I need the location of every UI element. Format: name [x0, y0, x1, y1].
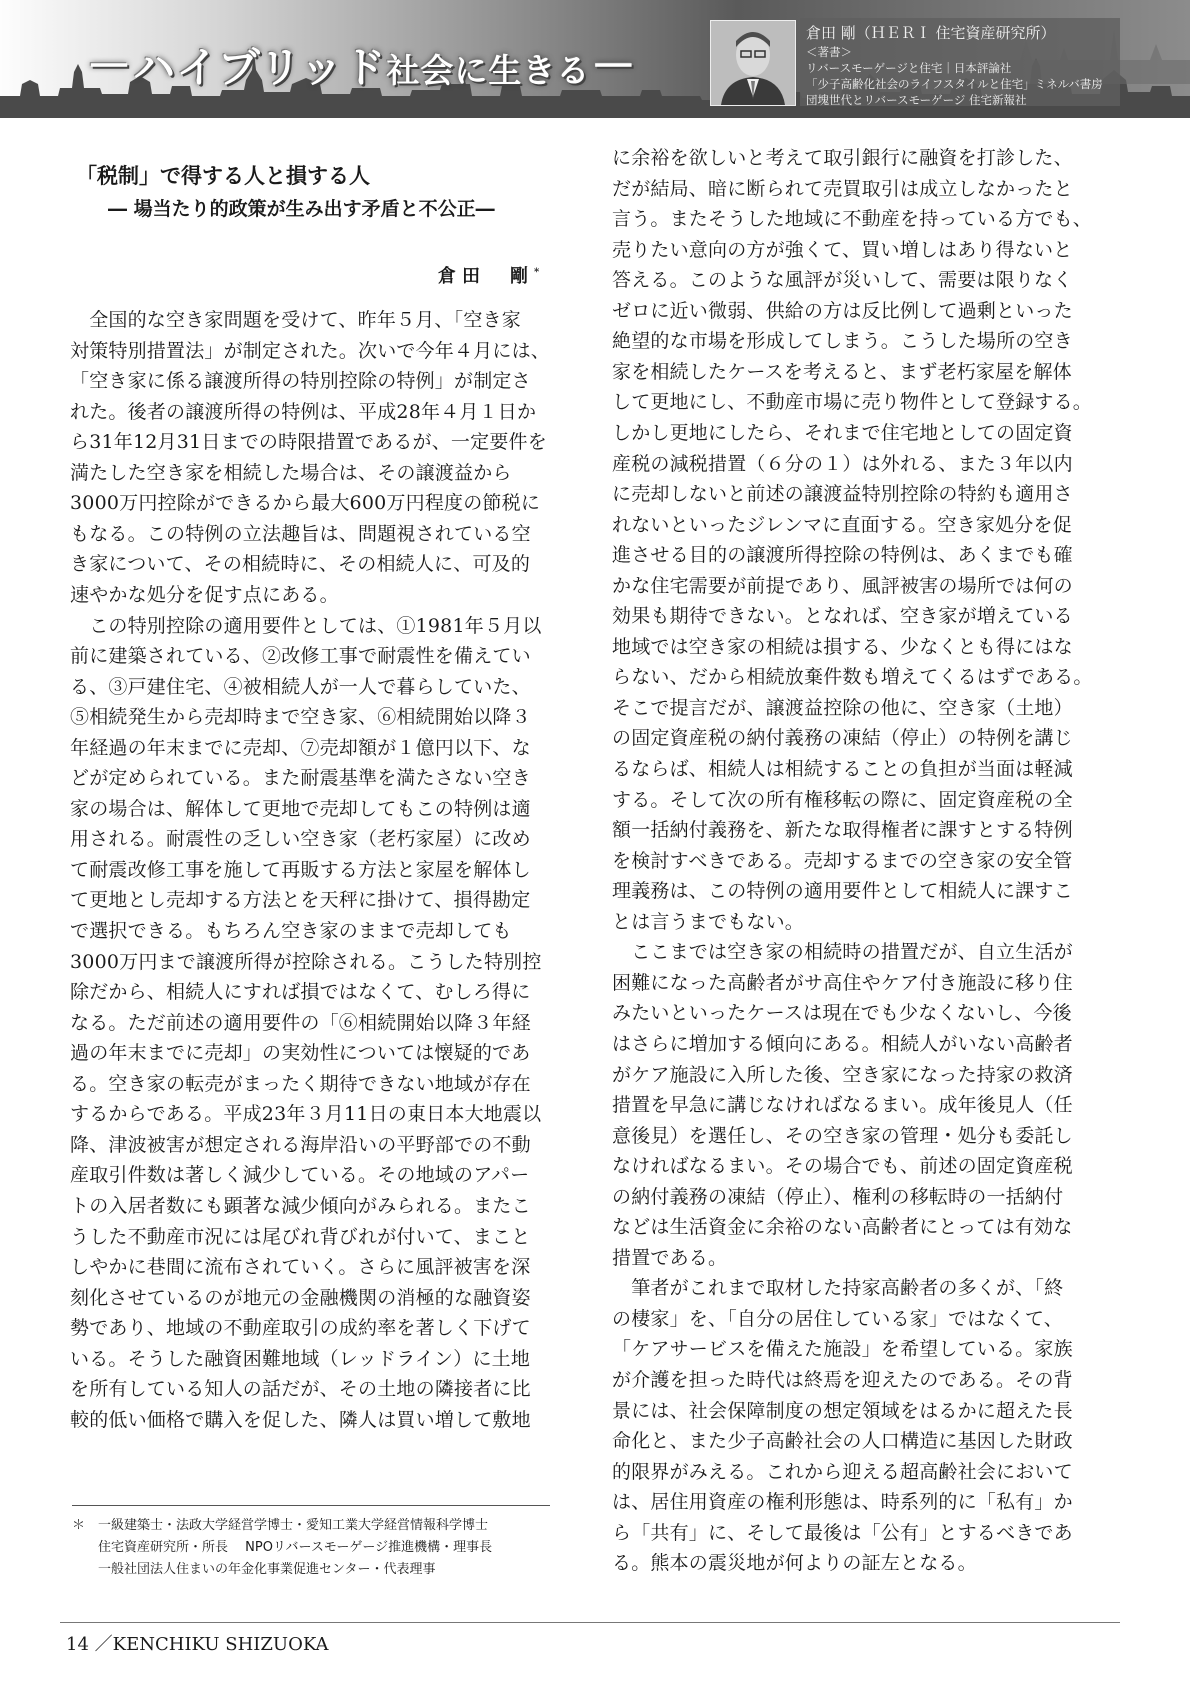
body-text-line: 産取引件数は著しく減少している。その地域のアパー — [70, 1164, 530, 1187]
body-text-line: 売りたい意向の方が強くて、買い増しはあり得ないと — [612, 238, 1073, 261]
body-text-line: しかし更地にしたら、それまで住宅地としての固定資 — [612, 421, 1073, 444]
body-text-line: トの入居者数にも顕著な減少傾向がみられる。またこ — [70, 1194, 531, 1217]
body-text-line: らない、だから相続放棄件数も増えてくるはずである。 — [612, 666, 1093, 689]
body-text-line: 降、津波被害が想定される海岸沿いの平野部での不動 — [70, 1133, 531, 1156]
body-text-line: ⑤相続発生から売却時まで空き家、⑥相続開始以降３ — [70, 706, 531, 729]
footnote-divider — [72, 1505, 550, 1506]
body-text-line: を所有している知人の話だが、その土地の隣接者に比 — [70, 1378, 531, 1401]
body-text-line: 的限界がみえる。これから迎える超高齢社会において — [612, 1460, 1073, 1483]
footnote-line: 一般社団法人住まいの年金化事業促進センター・代表理事 — [72, 1562, 436, 1577]
series-title-dash: － — [86, 39, 133, 93]
body-text-line: しやかに巷間に流布されていく。さらに風評被害を深 — [70, 1256, 531, 1279]
body-text-line: 3000万円まで譲渡所得が控除される。こうした特別控 — [70, 950, 542, 973]
body-text-line: るならば、相続人は相続することの負担が当面は軽減 — [612, 758, 1073, 780]
footnote-line: 住宅資産研究所・所長 NPOリバースモーゲージ推進機構・理事長 — [72, 1540, 493, 1555]
body-text-line: 「空き家に係る譲渡所得の特別控除の特例」が制定さ — [70, 370, 531, 393]
author-byline — [438, 262, 539, 288]
body-text-line: もなる。この特例の立法趣旨は、問題視されている空 — [70, 522, 531, 545]
body-text-line: だが結局、暗に断られて売買取引は成立しなかったと — [612, 177, 1073, 200]
body-text-line: ら31年12月31日までの時限措置であるが、一定要件を — [70, 431, 547, 454]
body-text-line: れないといったジレンマに直面する。空き家処分を促 — [612, 513, 1072, 536]
body-text-line: そこで提言だが、譲渡益控除の他に、空き家（土地） — [612, 696, 1073, 719]
body-text-line: 刻化させているのが地元の金融機関の消極的な融資姿 — [70, 1286, 531, 1309]
body-text-line: 勢であり、地域の不動産取引の成約率を著しく下げて — [70, 1317, 531, 1340]
body-text-line: がケア施設に入所した後、空き家になった持家の救済 — [612, 1063, 1073, 1086]
body-text-line: る、③戸建住宅、④被相続人が一人で暮らしていた、 — [70, 675, 531, 698]
body-text-line: 産税の減税措置（６分の１）は外れる、また３年以内 — [612, 452, 1073, 475]
body-text-line: の納付義務の凍結（停止）、権利の移転時の一括納付 — [612, 1185, 1064, 1208]
body-text-line: はさらに増加する傾向にある。相続人がいない高齢者 — [612, 1032, 1073, 1055]
body-text-line: き家について、その相続時に、その相続人に、可及的 — [70, 553, 531, 576]
body-text-line: 除だから、相続人にすれば損ではなくて、むしろ得に — [70, 981, 531, 1004]
body-text-line: 理義務は、この特例の適用要件として相続人に課すこ — [612, 880, 1073, 903]
author-footnote-mark: * — [534, 267, 540, 278]
body-text-line: 全国的な空き家問題を受けて、昨年５月、「空き家 — [70, 309, 521, 331]
body-text-line: この特別控除の適用要件としては、①1981年５月以 — [70, 614, 542, 637]
body-text-line: の棲家」を、「自分の居住している家」ではなくて、 — [612, 1307, 1063, 1330]
body-text-line: は、居住用資産の権利形態は、時系列的に「私有」か — [612, 1491, 1073, 1514]
body-text-line: いる。そうした融資困難地域（レッドライン）に土地 — [70, 1347, 531, 1370]
body-text-line: 「ケアサービスを備えた施設」を希望している。家族 — [612, 1338, 1073, 1361]
body-text-line: る。空き家の転売がまったく期待できない地域が存在 — [70, 1072, 531, 1095]
body-text-line: 年経過の年末までに売却、⑦売却額が１億円以下、な — [70, 736, 531, 759]
body-text-line: 答える。このような風評が災いして、需要は限りなく — [612, 269, 1073, 292]
body-text-line: 過の年末までに売却」の実効性については懐疑的であ — [70, 1042, 531, 1065]
body-text-line: が介護を担った時代は終焉を迎えたのである。その背 — [612, 1369, 1073, 1391]
author-profile-book: リバースモーゲージと住宅｜日本評論社 — [806, 61, 1012, 75]
series-title-dash: － — [590, 39, 638, 93]
article-subtitle: ― 場当たり的政策が生み出す矛盾と不公正― — [108, 198, 495, 220]
body-text-line: る。熊本の震災地が何よりの証左となる。 — [612, 1552, 977, 1575]
body-text-line: 措置である。 — [612, 1246, 728, 1269]
body-text-line: に売却しないと前述の譲渡益特別控除の特約も適用さ — [612, 483, 1073, 506]
body-text-line: などは生活資金に余裕のない高齢者にとっては有効な — [612, 1216, 1073, 1239]
body-text-line: 言う。またそうした地域に不動産を持っている方でも、 — [612, 208, 1093, 231]
body-text-line: 命化と、また少子高齢社会の人口構造に基因した財政 — [612, 1430, 1073, 1453]
author-profile-box — [800, 18, 1120, 106]
article-title: 「税制」で得する人と損する人 — [76, 164, 370, 188]
body-text-line: て耐震改修工事を施して再販する方法と家屋を解体し — [70, 858, 531, 881]
body-text-line: ここまでは空き家の相続時の措置だが、自立生活が — [612, 941, 1073, 964]
body-text-line: ゼロに近い微弱、供給の方は反比例して過剰といった — [612, 299, 1073, 322]
body-text-line: 筆者がこれまで取材した持家高齢者の多くが、「終 — [612, 1277, 1064, 1300]
body-text-line: て更地とし売却する方法とを天秤に掛けて、損得勘定 — [70, 889, 531, 912]
body-text-line: 前に建築されている、②改修工事で耐震性を備えてい — [70, 645, 531, 668]
body-text-line: みたいといったケースは現在でも少なくないし、今後 — [612, 1002, 1072, 1025]
footnote-line: ＊ 一級建築士・法政大学経営学博士・愛知工業大学経営情報科学博士 — [72, 1518, 489, 1533]
footer-divider — [60, 1622, 1120, 1623]
author-profile-book: 「少子高齢化社会のライフスタイルと住宅」ミネルバ書房 — [806, 77, 1103, 91]
body-text-line: なければなるまい。その場合でも、前述の固定資産税 — [612, 1155, 1073, 1178]
body-text-line: を検討すべきである。売却するまでの空き家の安全管 — [612, 849, 1073, 872]
series-title-main: ハイブリッド — [133, 43, 387, 92]
body-text-line: うした不動産市況には尾びれ背びれが付いて、まこと — [70, 1225, 531, 1248]
page-number: 14 — [66, 1634, 89, 1655]
author-profile-name: 倉田 剛（ＨＥＲＩ 住宅資産研究所） — [806, 24, 1056, 42]
body-text-line: 額一括納付義務を、新たな取得権者に課すとする特例 — [612, 819, 1073, 842]
body-text-line: の固定資産税の納付義務の凍結（停止）の特例を講じ — [612, 727, 1073, 750]
body-text-line: ら「共有」に、そして最後は「公有」とするべきであ — [612, 1521, 1073, 1544]
series-banner — [0, 0, 1190, 118]
author-photo — [710, 20, 796, 106]
body-text-line: で選択できる。もちろん空き家のままで売却しても — [70, 920, 512, 942]
body-text-line: する。そして次の所有権移転の際に、固定資産税の全 — [612, 788, 1073, 811]
author-profile-book: 団塊世代とリバースモーゲージ 住宅新報社 — [806, 93, 1027, 107]
body-text-line: 対策特別措置法」が制定された。次いで今年４月には、 — [70, 339, 551, 362]
body-text-line: 用される。耐震性の乏しい空き家（老朽家屋）に改め — [70, 828, 531, 851]
body-text-line: 満たした空き家を相続した場合は、その譲渡益から — [70, 461, 512, 484]
body-text-line: どが定められている。また耐震基準を満たさない空き — [70, 767, 531, 790]
body-text-line: 景には、社会保障制度の想定領域をはるかに超えた長 — [612, 1399, 1073, 1422]
author-byline-name: 倉田 剛 — [438, 266, 534, 287]
body-text-line: れた。後者の譲渡所得の特例は、平成28年４月１日か — [70, 400, 537, 423]
body-text-line: なる。ただ前述の適用要件の「⑥相続開始以降３年経 — [70, 1011, 531, 1034]
body-text-line: 措置を早急に講じなければなるまい。成年後見人（任 — [612, 1094, 1073, 1117]
body-text-line: かな住宅需要が前提であり、風評被害の場所では何の — [612, 574, 1073, 597]
body-text-line: に余裕を欲しいと考えて取引銀行に融資を打診した、 — [612, 147, 1073, 169]
footer-separator: ／ — [94, 1634, 113, 1655]
body-text-line: 進させる目的の譲渡所得控除の特例は、あくまでも確 — [612, 544, 1073, 567]
body-text-line: 家を相続したケースを考えると、まず老朽家屋を解体 — [612, 360, 1072, 383]
body-text-line: 速やかな処分を促す点にある。 — [70, 583, 339, 606]
body-text-line: 3000万円控除ができるから最大600万円程度の節税に — [70, 492, 541, 515]
series-title-rest: 社会に生きる — [386, 51, 591, 90]
body-text-line: するからである。平成23年３月11日の東日本大地震以 — [70, 1103, 542, 1126]
series-title — [86, 30, 637, 96]
author-portrait-image — [711, 21, 795, 105]
body-text-line: 効果も期待できない。となれば、空き家が増えている — [612, 605, 1073, 628]
body-text-line: 絶望的な市場を形成してしまう。こうした場所の空き — [612, 330, 1073, 353]
publication-name: KENCHIKU SHIZUOKA — [112, 1634, 329, 1655]
page-footer — [66, 1630, 329, 1656]
body-text-line: 家の場合は、解体して更地で売却してもこの特例は適 — [70, 797, 531, 820]
body-text-line: 地域では空き家の相続は損する、少なくとも得にはな — [612, 635, 1073, 658]
body-text-line: 較的低い価格で購入を促した、隣人は買い増して敷地 — [70, 1408, 531, 1431]
body-text-line: 意後見）を選任し、その空き家の管理・処分も委託し — [612, 1124, 1073, 1147]
body-text-line: して更地にし、不動産市場に売り物件として登録する。 — [612, 391, 1093, 414]
body-text-line: とは言うまでもない。 — [612, 910, 805, 933]
body-text-line: 困難になった高齢者がサ高住やケア付き施設に移り住 — [612, 971, 1073, 994]
author-profile-books-heading: ＜著書＞ — [806, 45, 852, 59]
